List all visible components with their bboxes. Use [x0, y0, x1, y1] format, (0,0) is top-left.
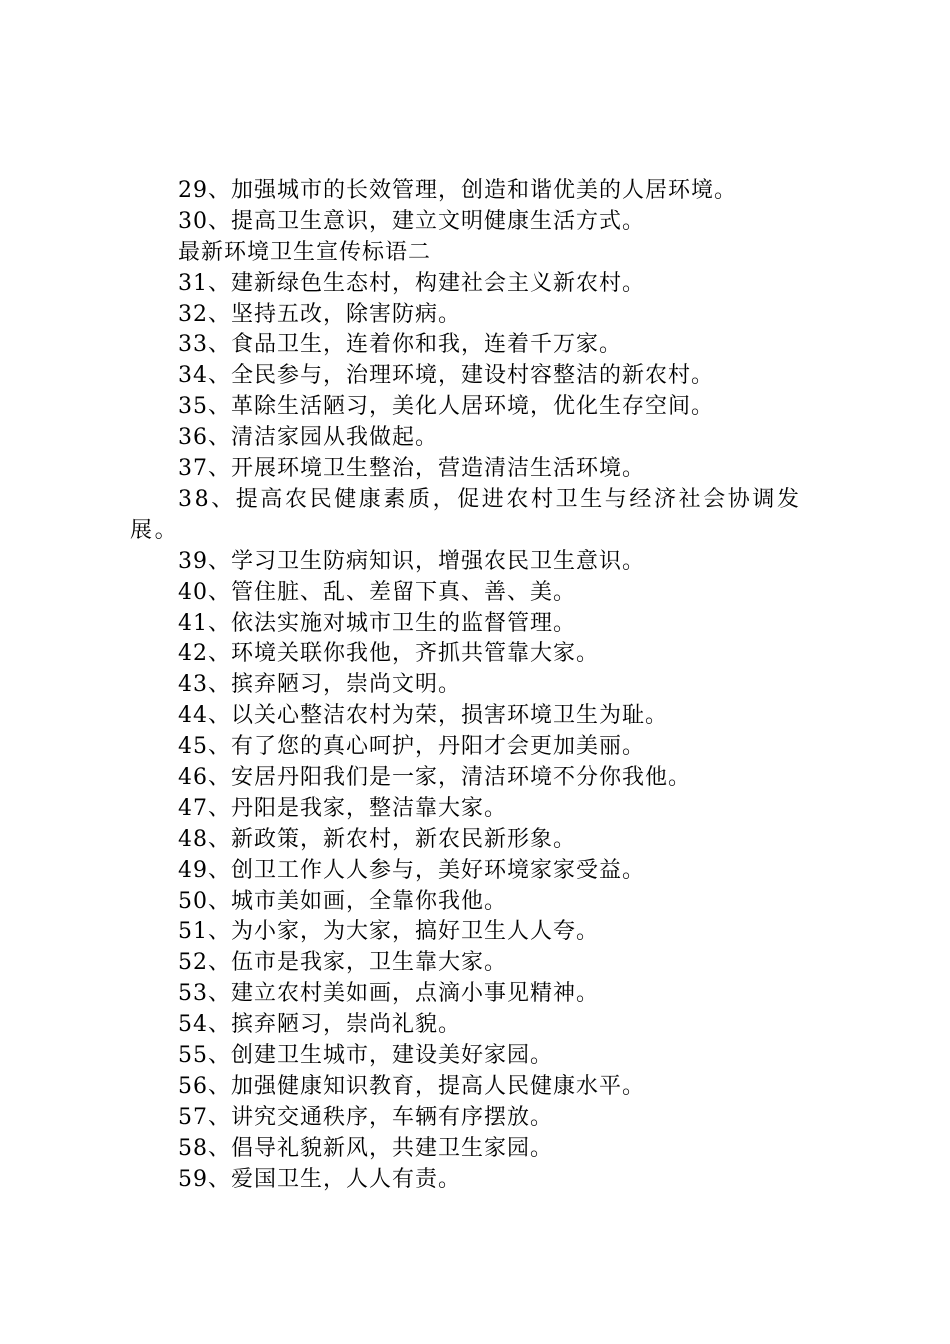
document-body [130, 176, 830, 1195]
slogan-line-47: 47、丹阳是我家，整洁靠大家。 [178, 795, 507, 821]
slogan-line-31: 31、建新绿色生态村，构建社会主义新农村。 [178, 270, 645, 296]
slogan-line-32: 32、坚持五改，除害防病。 [178, 301, 461, 327]
slogan-line-48: 48、新政策，新农村，新农民新形象。 [178, 826, 576, 852]
slogan-line-43: 43、摈弃陋习，崇尚文明。 [178, 672, 461, 698]
slogan-line-44: 44、以关心整洁农村为荣，损害环境卫生为耻。 [178, 703, 668, 729]
slogan-line-50: 50、城市美如画，全靠你我他。 [178, 888, 507, 914]
slogan-line-49: 49、创卫工作人人参与，美好环境家家受益。 [178, 857, 645, 883]
slogan-line-37: 37、开展环境卫生整治，营造清洁生活环境。 [178, 456, 645, 482]
slogan-line-45: 45、有了您的真心呵护，丹阳才会更加美丽。 [178, 734, 645, 760]
slogan-line-30: 30、提高卫生意识，建立文明健康生活方式。 [178, 208, 645, 234]
slogan-line-35: 35、革除生活陋习，美化人居环境，优化生存空间。 [178, 394, 714, 420]
slogan-line-59: 59、爱国卫生，人人有责。 [178, 1166, 461, 1192]
slogan-line-33: 33、食品卫生，连着你和我，连着千万家。 [178, 332, 622, 358]
slogan-line-46: 46、安居丹阳我们是一家，清洁环境不分你我他。 [178, 764, 691, 790]
slogan-line-52: 52、伍市是我家，卫生靠大家。 [178, 950, 507, 976]
slogan-line-58: 58、倡导礼貌新风，共建卫生家园。 [178, 1135, 553, 1161]
slogan-line-53: 53、建立农村美如画，点滴小事见精神。 [178, 981, 599, 1007]
slogan-line-40: 40、管住脏、乱、差留下真、善、美。 [178, 579, 576, 605]
slogan-line-39: 39、学习卫生防病知识，增强农民卫生意识。 [178, 548, 645, 574]
slogan-line-38: 38、提高农民健康素质，促进农村卫生与经济社会协调发展。 [130, 486, 802, 543]
slogan-line-54: 54、摈弃陋习，崇尚礼貌。 [178, 1012, 461, 1038]
slogan-line-29: 29、加强城市的长效管理，创造和谐优美的人居环境。 [178, 178, 737, 203]
slogan-line-57: 57、讲究交通秩序，车辆有序摆放。 [178, 1104, 553, 1130]
section-heading: 最新环境卫生宣传标语二 [178, 239, 432, 265]
slogan-line-51: 51、为小家，为大家，搞好卫生人人夸。 [178, 919, 599, 945]
slogan-line-55: 55、创建卫生城市，建设美好家园。 [178, 1042, 553, 1068]
slogan-line-56: 56、加强健康知识教育，提高人民健康水平。 [178, 1073, 645, 1099]
slogan-line-36: 36、清洁家园从我做起。 [178, 425, 438, 451]
slogan-line-34: 34、全民参与，治理环境，建设村容整洁的新农村。 [178, 363, 714, 389]
slogan-line-41: 41、依法实施对城市卫生的监督管理。 [178, 610, 576, 636]
slogan-line-42: 42、环境关联你我他，齐抓共管靠大家。 [178, 641, 599, 667]
